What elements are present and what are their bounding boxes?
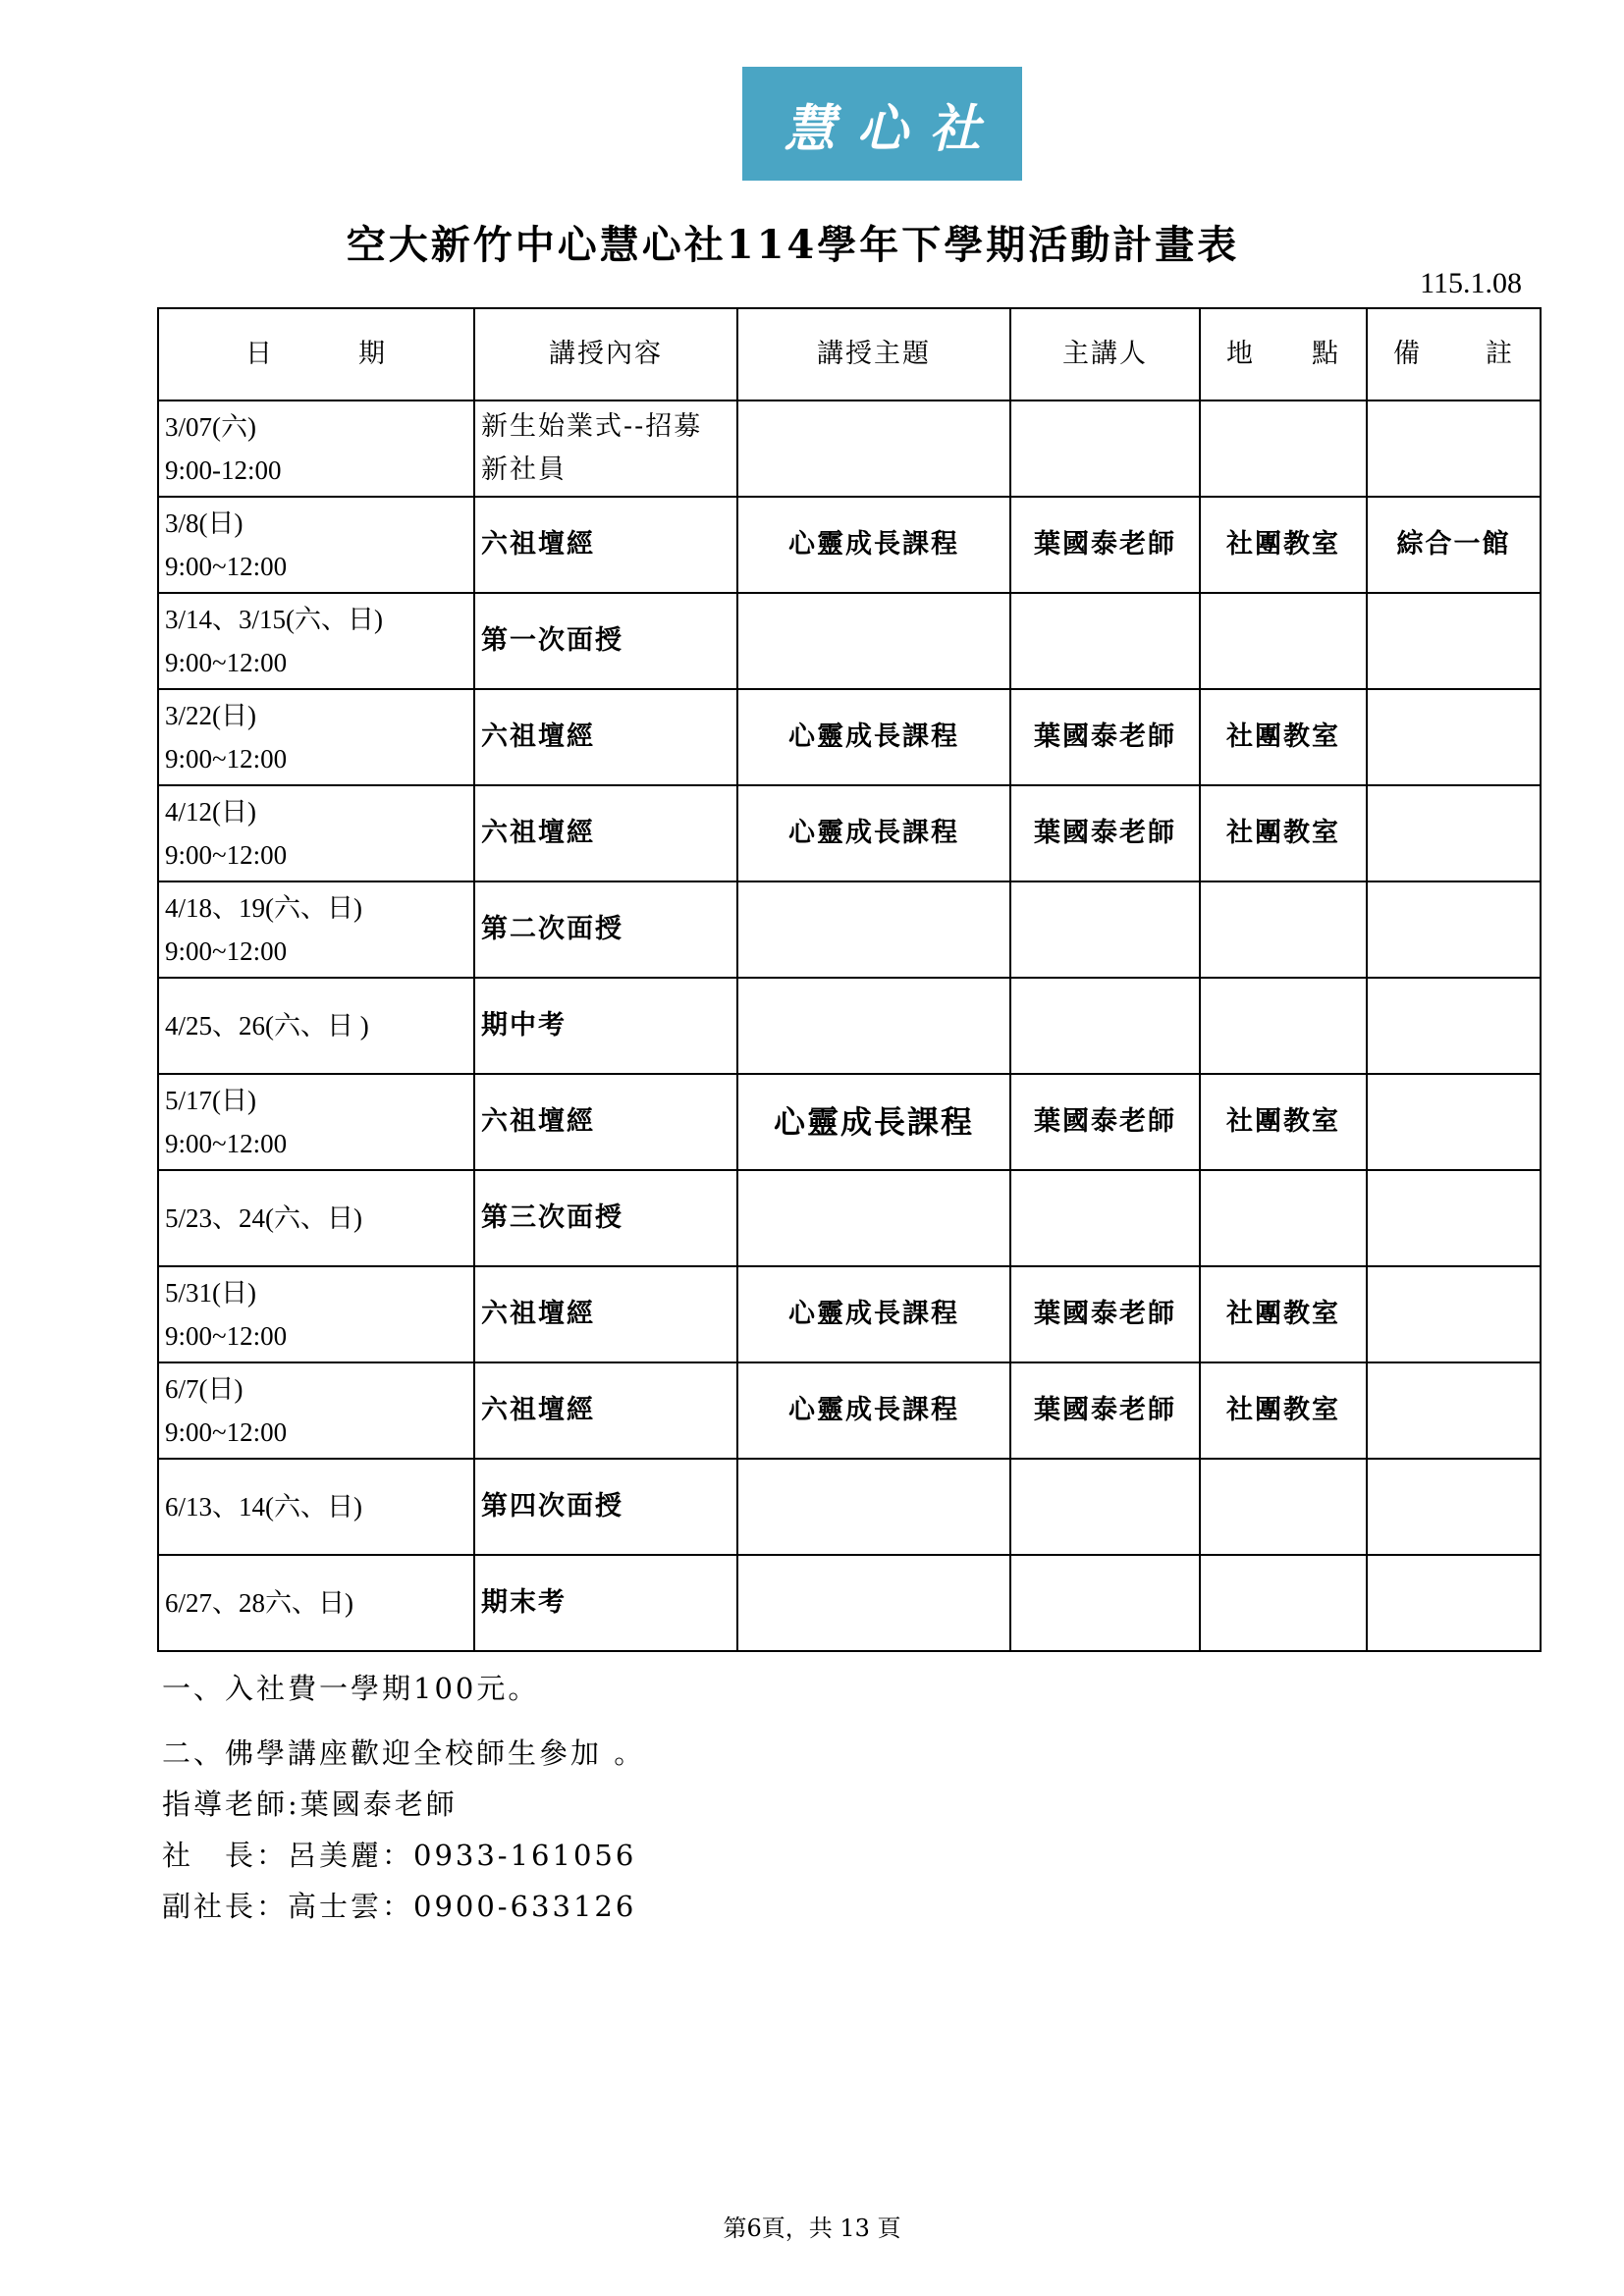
content-cell: 第一次面授	[474, 593, 737, 689]
place-cell	[1200, 978, 1367, 1074]
header-date: 日 期	[158, 308, 474, 400]
topic-cell	[737, 1555, 1010, 1651]
note-cell	[1367, 978, 1541, 1074]
place-cell: 社團教室	[1200, 1074, 1367, 1170]
table-row	[158, 1170, 1541, 1266]
note-cell	[1367, 400, 1541, 497]
place-cell	[1200, 400, 1367, 497]
place-cell	[1200, 881, 1367, 978]
speaker-cell	[1010, 881, 1200, 978]
date-cell: 4/25、26(六、日 )	[158, 978, 474, 1074]
topic-cell: 心靈成長課程	[737, 1266, 1010, 1362]
date-cell: 5/17(日) 9:00~12:00	[158, 1074, 474, 1170]
place-cell: 社團教室	[1200, 785, 1367, 881]
page-number: 第6頁，共 13 頁	[723, 2215, 901, 2242]
table-row	[158, 978, 1541, 1074]
table-row	[158, 689, 1541, 785]
date-cell: 3/22(日) 9:00~12:00	[158, 689, 474, 785]
topic-cell: 心靈成長課程	[737, 1074, 1010, 1170]
note-cell	[1367, 881, 1541, 978]
table-row	[158, 1266, 1541, 1362]
note-fee: 一、入社費一學期100元。	[162, 1672, 540, 1705]
place-cell: 社團教室	[1200, 497, 1367, 593]
note-cell	[1367, 1459, 1541, 1555]
table-row	[158, 400, 1541, 497]
speaker-cell: 葉國泰老師	[1010, 1362, 1200, 1459]
topic-cell	[737, 400, 1010, 497]
place-cell: 社團教室	[1200, 689, 1367, 785]
content-cell: 六祖壇經	[474, 1074, 737, 1170]
speaker-cell: 葉國泰老師	[1010, 1266, 1200, 1362]
content-cell: 期中考	[474, 978, 737, 1074]
speaker-cell: 葉國泰老師	[1010, 689, 1200, 785]
topic-cell: 心靈成長課程	[737, 689, 1010, 785]
topic-cell	[737, 978, 1010, 1074]
content-cell: 六祖壇經	[474, 689, 737, 785]
date-cell: 6/27、28六、日)	[158, 1555, 474, 1651]
table-row	[158, 1555, 1541, 1651]
topic-cell	[737, 1170, 1010, 1266]
topic-cell: 心靈成長課程	[737, 1362, 1010, 1459]
topic-cell: 心靈成長課程	[737, 785, 1010, 881]
date-cell: 5/31(日) 9:00~12:00	[158, 1266, 474, 1362]
note-vice-president: 副社長：高士雲：0900-633126	[162, 1890, 637, 1923]
club-logo-text: 慧心社	[784, 98, 1002, 159]
place-cell	[1200, 593, 1367, 689]
place-cell	[1200, 1459, 1367, 1555]
date-cell: 3/14、3/15(六、日) 9:00~12:00	[158, 593, 474, 689]
club-logo	[742, 67, 1022, 181]
content-cell: 六祖壇經	[474, 497, 737, 593]
note-cell	[1367, 689, 1541, 785]
note-cell	[1367, 785, 1541, 881]
place-cell	[1200, 1555, 1367, 1651]
note-president: 社 長：呂美麗：0933-161056	[162, 1839, 637, 1872]
header-place: 地 點	[1200, 308, 1367, 400]
speaker-cell	[1010, 400, 1200, 497]
speaker-cell	[1010, 1170, 1200, 1266]
place-cell: 社團教室	[1200, 1362, 1367, 1459]
header-content: 講授內容	[474, 308, 737, 400]
header-speaker: 主講人	[1010, 308, 1200, 400]
note-advisor: 指導老師:葉國泰老師	[162, 1788, 458, 1821]
note-cell: 綜合一館	[1367, 497, 1541, 593]
place-cell: 社團教室	[1200, 1266, 1367, 1362]
note-welcome: 二、佛學講座歡迎全校師生參加 。	[162, 1736, 646, 1770]
place-cell	[1200, 1170, 1367, 1266]
document-title: 空大新竹中心慧心社114學年下學期活動計畫表	[346, 222, 1240, 268]
date-cell: 6/7(日) 9:00~12:00	[158, 1362, 474, 1459]
topic-cell	[737, 593, 1010, 689]
topic-cell: 心靈成長課程	[737, 497, 1010, 593]
table-row	[158, 785, 1541, 881]
content-cell: 期末考	[474, 1555, 737, 1651]
content-cell: 第二次面授	[474, 881, 737, 978]
date-cell: 4/12(日) 9:00~12:00	[158, 785, 474, 881]
note-cell	[1367, 1362, 1541, 1459]
speaker-cell: 葉國泰老師	[1010, 785, 1200, 881]
table-row	[158, 593, 1541, 689]
table-row	[158, 1074, 1541, 1170]
table-row	[158, 1362, 1541, 1459]
speaker-cell: 葉國泰老師	[1010, 497, 1200, 593]
header-topic: 講授主題	[737, 308, 1010, 400]
speaker-cell	[1010, 978, 1200, 1074]
speaker-cell	[1010, 1459, 1200, 1555]
table-row	[158, 497, 1541, 593]
date-cell: 6/13、14(六、日)	[158, 1459, 474, 1555]
header-note: 備 註	[1367, 308, 1541, 400]
table-row	[158, 881, 1541, 978]
document-date: 115.1.08	[1420, 267, 1522, 299]
content-cell: 六祖壇經	[474, 785, 737, 881]
content-cell: 六祖壇經	[474, 1362, 737, 1459]
schedule-table	[157, 307, 1542, 1652]
topic-cell	[737, 881, 1010, 978]
note-cell	[1367, 1074, 1541, 1170]
date-cell: 4/18、19(六、日) 9:00~12:00	[158, 881, 474, 978]
topic-cell	[737, 1459, 1010, 1555]
date-cell: 5/23、24(六、日)	[158, 1170, 474, 1266]
table-header-row	[158, 308, 1541, 400]
table-row	[158, 1459, 1541, 1555]
note-cell	[1367, 1170, 1541, 1266]
content-cell: 新生始業式--招募新社員	[474, 400, 737, 497]
content-cell: 第三次面授	[474, 1170, 737, 1266]
note-cell	[1367, 593, 1541, 689]
date-cell: 3/07(六) 9:00-12:00	[158, 400, 474, 497]
note-cell	[1367, 1555, 1541, 1651]
note-cell	[1367, 1266, 1541, 1362]
speaker-cell	[1010, 1555, 1200, 1651]
speaker-cell	[1010, 593, 1200, 689]
content-cell: 六祖壇經	[474, 1266, 737, 1362]
speaker-cell: 葉國泰老師	[1010, 1074, 1200, 1170]
content-cell: 第四次面授	[474, 1459, 737, 1555]
date-cell: 3/8(日) 9:00~12:00	[158, 497, 474, 593]
